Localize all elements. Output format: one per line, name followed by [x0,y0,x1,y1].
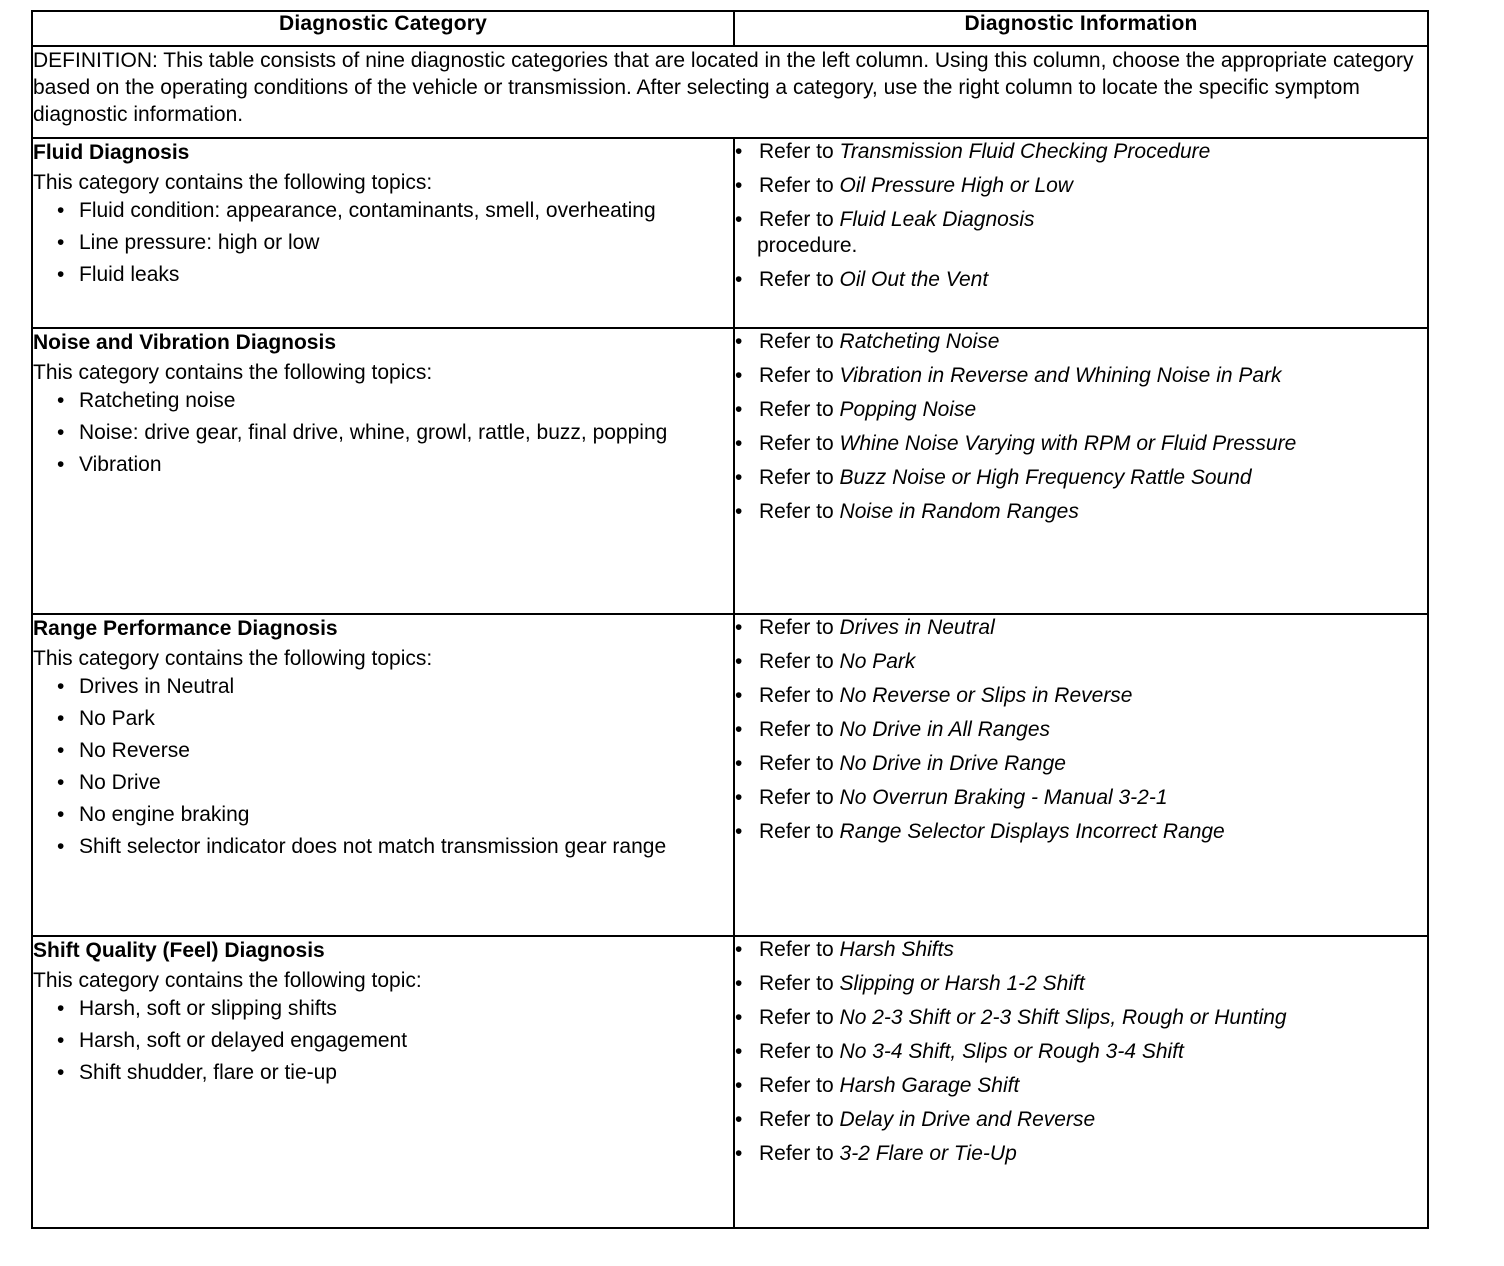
reference-link[interactable]: No Overrun Braking - Manual 3-2-1 [839,786,1168,809]
topic-item: • Vibration [55,453,733,477]
reference-prefix: Refer to [759,432,840,455]
topic-item: • Shift shudder, flare or tie-up [55,1061,733,1085]
category-title: Shift Quality (Feel) Diagnosis [33,939,325,962]
reference-prefix: Refer to [759,972,840,995]
information-cell [734,614,1428,936]
reference-item [735,785,1427,811]
reference-item [735,717,1427,743]
category-intro: This category contains the following topic: [33,969,422,992]
reference-link[interactable]: No Reverse or Slips in Reverse [839,684,1133,707]
category-cell [32,328,734,614]
reference-list [735,615,1427,845]
reference-link[interactable]: Drives in Neutral [839,616,995,639]
reference-list [735,139,1427,293]
reference-link[interactable]: Fluid Leak Diagnosis [839,208,1035,231]
topic-list [33,199,733,287]
reference-prefix: Refer to [759,140,840,163]
reference-prefix: Refer to [759,1142,840,1165]
reference-prefix: Refer to [759,208,840,231]
table-row [32,614,1428,936]
topic-item: • Noise: drive gear, final drive, whine, growl, rattle, buzz, popping [55,421,733,445]
reference-link[interactable]: Ratcheting Noise [839,330,1000,353]
reference-list [735,937,1427,1167]
reference-prefix: Refer to [759,1006,840,1029]
reference-item [735,207,1427,259]
reference-link[interactable]: Popping Noise [839,398,977,421]
reference-item [735,1005,1427,1031]
reference-item [735,649,1427,675]
topic-item: • Drives in Neutral [55,675,733,699]
reference-link[interactable]: Transmission Fluid Checking Procedure [839,140,1211,163]
reference-link[interactable]: Noise in Random Ranges [839,500,1079,523]
topic-item: • Harsh, soft or delayed engagement [55,1029,733,1053]
reference-item [735,173,1427,199]
reference-link[interactable]: No Drive in All Ranges [839,718,1051,741]
reference-prefix: Refer to [759,1040,840,1063]
reference-prefix: Refer to [759,820,840,843]
topic-item: • Shift selector indicator does not match transmission gear range [55,835,733,859]
reference-item [735,1039,1427,1065]
reference-prefix: Refer to [759,1108,840,1131]
reference-link[interactable]: Harsh Garage Shift [839,1074,1020,1097]
reference-link[interactable]: Harsh Shifts [839,938,954,961]
reference-link[interactable]: Oil Pressure High or Low [839,174,1073,197]
reference-prefix: Refer to [759,174,840,197]
reference-prefix: Refer to [759,500,840,523]
topic-item: • Ratcheting noise [55,389,733,413]
category-title: Fluid Diagnosis [33,141,190,164]
reference-prefix: Refer to [759,786,840,809]
reference-item [735,1073,1427,1099]
column-header-information: Diagnostic Information [734,11,1428,46]
reference-item [735,397,1427,423]
topic-item: • Line pressure: high or low [55,231,733,255]
reference-item [735,683,1427,709]
reference-prefix: Refer to [759,1074,840,1097]
reference-link[interactable]: 3-2 Flare or Tie-Up [839,1142,1017,1165]
reference-prefix: Refer to [759,268,840,291]
reference-item [735,363,1427,389]
information-cell [734,936,1428,1228]
topic-item: • No Reverse [55,739,733,763]
reference-item [735,499,1427,525]
reference-link[interactable]: Range Selector Displays Incorrect Range [839,820,1225,843]
topic-list [33,389,733,477]
reference-item [735,329,1427,355]
reference-link[interactable]: Buzz Noise or High Frequency Rattle Sound [839,466,1252,489]
category-title: Noise and Vibration Diagnosis [33,331,337,354]
reference-prefix: Refer to [759,364,840,387]
topic-list [33,997,733,1085]
information-cell [734,328,1428,614]
reference-link[interactable]: No Park [839,650,916,673]
reference-list [735,329,1427,525]
reference-link[interactable]: Oil Out the Vent [839,268,989,291]
reference-prefix: Refer to [759,616,840,639]
diagnostic-table [31,10,1429,1229]
reference-prefix: Refer to [759,650,840,673]
reference-prefix: Refer to [759,398,840,421]
reference-link[interactable]: Delay in Drive and Reverse [839,1108,1096,1131]
topic-list [33,675,733,859]
category-cell [32,936,734,1228]
category-intro: This category contains the following topics: [33,171,433,194]
reference-item [735,971,1427,997]
category-title: Range Performance Diagnosis [33,617,338,640]
reference-item [735,937,1427,963]
reference-item [735,615,1427,641]
topic-item: • No engine braking [55,803,733,827]
reference-item [735,819,1427,845]
reference-suffix: procedure. [757,234,858,257]
category-cell [32,138,734,328]
topic-item: • No Park [55,707,733,731]
category-intro: This category contains the following topics: [33,647,433,670]
reference-link[interactable]: Whine Noise Varying with RPM or Fluid Pressure [839,432,1297,455]
reference-link[interactable]: No 3-4 Shift, Slips or Rough 3-4 Shift [839,1040,1184,1063]
topic-item: • No Drive [55,771,733,795]
reference-prefix: Refer to [759,752,840,775]
reference-link[interactable]: Slipping or Harsh 1-2 Shift [839,972,1085,995]
reference-prefix: Refer to [759,466,840,489]
category-cell [32,614,734,936]
reference-item [735,431,1427,457]
topic-item: • Fluid leaks [55,263,733,287]
definition-row [32,46,1428,138]
reference-link[interactable]: Vibration in Reverse and Whining Noise in Park [839,364,1282,387]
reference-link[interactable]: No 2-3 Shift or 2-3 Shift Slips, Rough or Hunting [839,1006,1287,1029]
reference-item [735,1141,1427,1167]
definition-text: DEFINITION: This table consists of nine diagnostic categories that are located in the left column. Using this column, choose the appropriate category based on the operating conditions of the vehicle or transmission. After selecting a category, use the right column to locate the specific symptom diagnostic information. [32,46,1428,138]
header-row [32,11,1428,46]
reference-prefix: Refer to [759,684,840,707]
reference-link[interactable]: No Drive in Drive Range [839,752,1066,775]
topic-item: • Fluid condition: appearance, contaminants, smell, overheating [55,199,733,223]
reference-prefix: Refer to [759,938,840,961]
reference-item [735,465,1427,491]
topic-item: • Harsh, soft or slipping shifts [55,997,733,1021]
information-cell [734,138,1428,328]
category-intro: This category contains the following topics: [33,361,433,384]
reference-prefix: Refer to [759,718,840,741]
reference-item [735,267,1427,293]
table-row [32,138,1428,328]
column-header-category: Diagnostic Category [32,11,734,46]
reference-prefix: Refer to [759,330,840,353]
reference-item [735,1107,1427,1133]
table-row [32,328,1428,614]
reference-item [735,139,1427,165]
table-row [32,936,1428,1228]
reference-item [735,751,1427,777]
